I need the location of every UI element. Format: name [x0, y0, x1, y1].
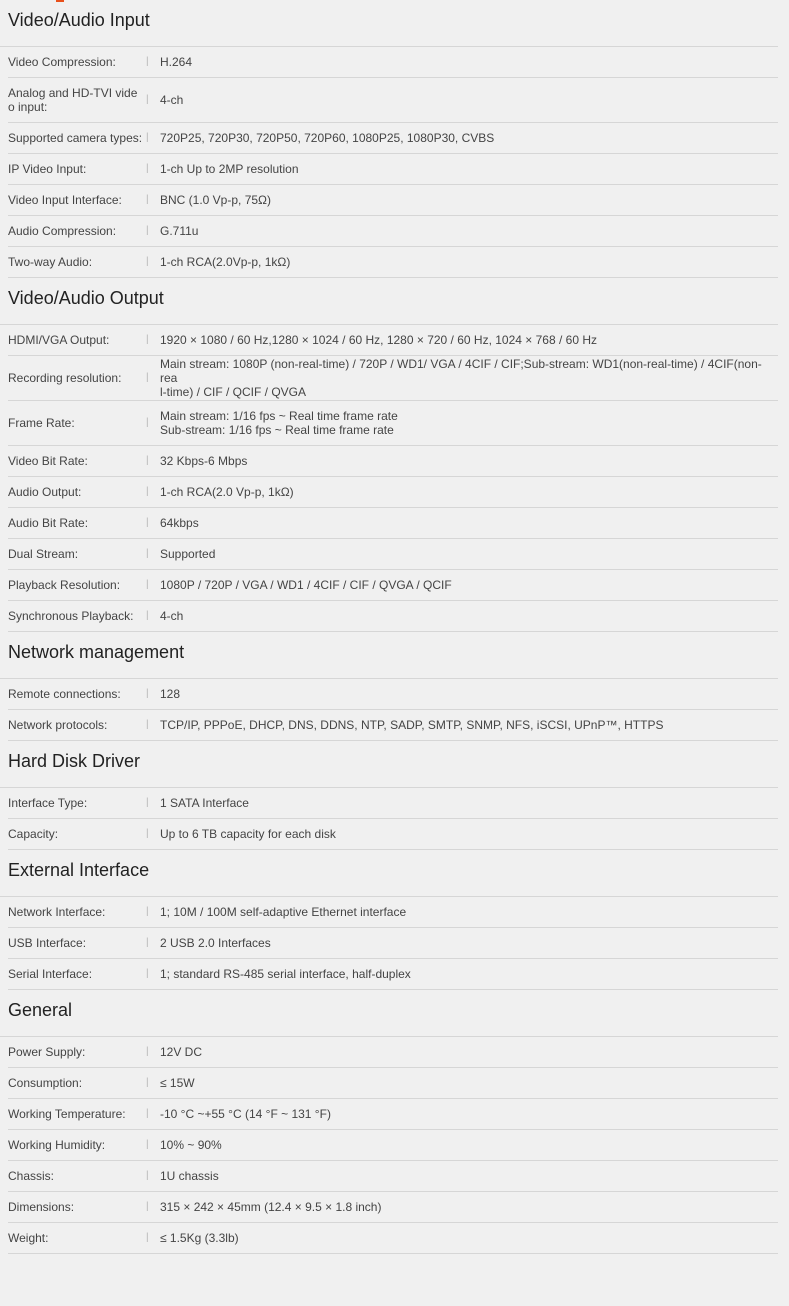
spec-label: Remote connections:: [8, 687, 121, 701]
spec-value: 1 SATA Interface: [160, 796, 249, 810]
separator: |: [146, 372, 149, 383]
section-title: External Interface: [0, 850, 778, 897]
spec-row: [8, 819, 778, 850]
separator: |: [146, 417, 149, 428]
spec-row: [8, 401, 778, 446]
spec-label: IP Video Input:: [8, 162, 87, 176]
spec-label: Two-way Audio:: [8, 255, 93, 269]
spec-row: [8, 477, 778, 508]
spec-label: HDMI/VGA Output:: [8, 333, 110, 347]
spec-value: H.264: [160, 55, 193, 69]
spec-value: -10 °C ~+55 °C (14 °F ~ 131 °F): [160, 1107, 331, 1121]
spec-label: Weight:: [8, 1231, 49, 1245]
spec-label: Interface Type:: [8, 796, 88, 810]
spec-label: Analog and HD-TVI vide o input:: [8, 86, 138, 114]
spec-value: 12V DC: [160, 1045, 203, 1059]
spec-row: [8, 185, 778, 216]
separator: |: [146, 132, 149, 143]
spec-value: 32 Kbps-6 Mbps: [160, 454, 248, 468]
spec-label: Network Interface:: [8, 905, 106, 919]
spec-row: [8, 47, 778, 78]
spec-row: [8, 601, 778, 632]
separator: |: [146, 1201, 149, 1212]
spec-value: 1-ch RCA(2.0 Vp-p, 1kΩ): [160, 485, 294, 499]
separator: |: [146, 1046, 149, 1057]
separator: |: [146, 334, 149, 345]
spec-label: Supported camera types:: [8, 131, 143, 145]
spec-row: [8, 216, 778, 247]
spec-row: [8, 928, 778, 959]
spec-label: Network protocols:: [8, 718, 108, 732]
spec-value: ≤ 1.5Kg (3.3lb): [160, 1231, 239, 1245]
spec-value: TCP/IP, PPPoE, DHCP, DNS, DDNS, NTP, SADP, SMTP, SNMP, NFS, iSCSI, UPnP™, HTTPS: [160, 718, 664, 732]
spec-value: 64kbps: [160, 516, 199, 530]
separator: |: [146, 548, 149, 559]
spec-row: [8, 897, 778, 928]
spec-label: Capacity:: [8, 827, 59, 841]
spec-label: Dual Stream:: [8, 547, 79, 561]
separator: |: [146, 1108, 149, 1119]
separator: |: [146, 1170, 149, 1181]
separator: |: [146, 797, 149, 808]
spec-value: Main stream: 1/16 fps ~ Real time frame rate Sub-stream: 1/16 fps ~ Real time frame rate: [160, 409, 398, 437]
spec-rows: [8, 1037, 778, 1254]
separator: |: [146, 194, 149, 205]
spec-value: 1U chassis: [160, 1169, 219, 1183]
spec-value: 1-ch Up to 2MP resolution: [160, 162, 299, 176]
spec-value: 720P25, 720P30, 720P50, 720P60, 1080P25, 1080P30, CVBS: [160, 131, 495, 145]
section-video-audio-output: [0, 278, 789, 632]
section-title: Hard Disk Driver: [0, 741, 778, 788]
section-general: [0, 990, 789, 1254]
spec-label: Power Supply:: [8, 1045, 86, 1059]
separator: |: [146, 486, 149, 497]
spec-value: 128: [160, 687, 181, 701]
spec-label: Recording resolution:: [8, 371, 122, 385]
spec-row: [8, 1192, 778, 1223]
spec-row: [8, 247, 778, 278]
spec-label: Audio Compression:: [8, 224, 117, 238]
spec-value: 1; standard RS-485 serial interface, half-duplex: [160, 967, 411, 981]
spec-label: Chassis:: [8, 1169, 55, 1183]
separator: |: [146, 225, 149, 236]
spec-rows: [8, 679, 778, 741]
spec-label: Synchronous Playback:: [8, 609, 134, 623]
spec-label: Working Temperature:: [8, 1107, 126, 1121]
spec-rows: [8, 897, 778, 990]
spec-value: BNC (1.0 Vp-p, 75Ω): [160, 193, 272, 207]
spec-value: Up to 6 TB capacity for each disk: [160, 827, 336, 841]
spec-row: [8, 446, 778, 477]
spec-value: 1920 × 1080 / 60 Hz,1280 × 1024 / 60 Hz, 1280 × 720 / 60 Hz, 1024 × 768 / 60 Hz: [160, 333, 597, 347]
spec-value: 2 USB 2.0 Interfaces: [160, 936, 271, 950]
separator: |: [146, 968, 149, 979]
separator: |: [146, 579, 149, 590]
spec-value: G.711u: [160, 224, 199, 238]
section-network-management: [0, 632, 789, 741]
spec-value: 315 × 242 × 45mm (12.4 × 9.5 × 1.8 inch): [160, 1200, 382, 1214]
spec-label: Video Input Interface:: [8, 193, 122, 207]
spec-value: Main stream: 1080P (non-real-time) / 720P / WD1/ VGA / 4CIF / CIF;Sub-stream: WD1(non-real-time) / 4CIF(non-rea l-time) / CIF / QCIF / QVGA: [160, 357, 762, 399]
spec-value: Supported: [160, 547, 216, 561]
spec-label: Serial Interface:: [8, 967, 93, 981]
spec-label: Dimensions:: [8, 1200, 75, 1214]
separator: |: [146, 56, 149, 67]
spec-rows: [8, 325, 778, 632]
spec-row: [8, 679, 778, 710]
spec-row: [8, 539, 778, 570]
separator: |: [146, 1139, 149, 1150]
spec-label: Video Bit Rate:: [8, 454, 88, 468]
spec-label: Playback Resolution:: [8, 578, 121, 592]
section-video-audio-input: [0, 0, 789, 278]
spec-label: USB Interface:: [8, 936, 87, 950]
separator: |: [146, 455, 149, 466]
separator: |: [146, 1077, 149, 1088]
spec-rows: [8, 788, 778, 850]
spec-row: [8, 1161, 778, 1192]
spec-value: 4-ch: [160, 93, 184, 107]
separator: |: [146, 937, 149, 948]
separator: |: [146, 1232, 149, 1243]
spec-row: [8, 508, 778, 539]
spec-row: [8, 788, 778, 819]
spec-label: Audio Output:: [8, 485, 82, 499]
spec-row: [8, 1068, 778, 1099]
spec-value: 1080P / 720P / VGA / WD1 / 4CIF / CIF / QVGA / QCIF: [160, 578, 452, 592]
spec-label: Audio Bit Rate:: [8, 516, 89, 530]
section-title: Video/Audio Input: [0, 0, 778, 47]
spec-row: [8, 1037, 778, 1068]
spec-rows: [8, 47, 778, 278]
spec-label: Video Compression:: [8, 55, 116, 69]
spec-value: 1-ch RCA(2.0Vp-p, 1kΩ): [160, 255, 291, 269]
spec-row: [8, 1099, 778, 1130]
spec-row: [8, 1223, 778, 1254]
separator: |: [146, 256, 149, 267]
spec-value: 4-ch: [160, 609, 184, 623]
separator: |: [146, 163, 149, 174]
spec-row: [8, 78, 778, 123]
spec-label: Frame Rate:: [8, 416, 75, 430]
separator: |: [146, 906, 149, 917]
spec-row: [8, 570, 778, 601]
section-title: Network management: [0, 632, 778, 679]
section-external-interface: [0, 850, 789, 990]
section-hard-disk-driver: [0, 741, 789, 850]
spec-row: [8, 325, 778, 356]
spec-label: Working Humidity:: [8, 1138, 106, 1152]
spec-row: [8, 710, 778, 741]
separator: |: [146, 94, 149, 105]
section-title: Video/Audio Output: [0, 278, 778, 325]
spec-row: [8, 959, 778, 990]
separator: |: [146, 517, 149, 528]
spec-value: ≤ 15W: [160, 1076, 195, 1090]
spec-label: Consumption:: [8, 1076, 83, 1090]
section-title: General: [0, 990, 778, 1037]
separator: |: [146, 828, 149, 839]
separator: |: [146, 688, 149, 699]
spec-value: 10% ~ 90%: [160, 1138, 222, 1152]
spec-row: [8, 123, 778, 154]
separator: |: [146, 610, 149, 621]
spec-row: [8, 1130, 778, 1161]
spec-row: [8, 356, 778, 401]
spec-row: [8, 154, 778, 185]
spec-value: 1; 10M / 100M self-adaptive Ethernet interface: [160, 905, 407, 919]
separator: |: [146, 719, 149, 730]
